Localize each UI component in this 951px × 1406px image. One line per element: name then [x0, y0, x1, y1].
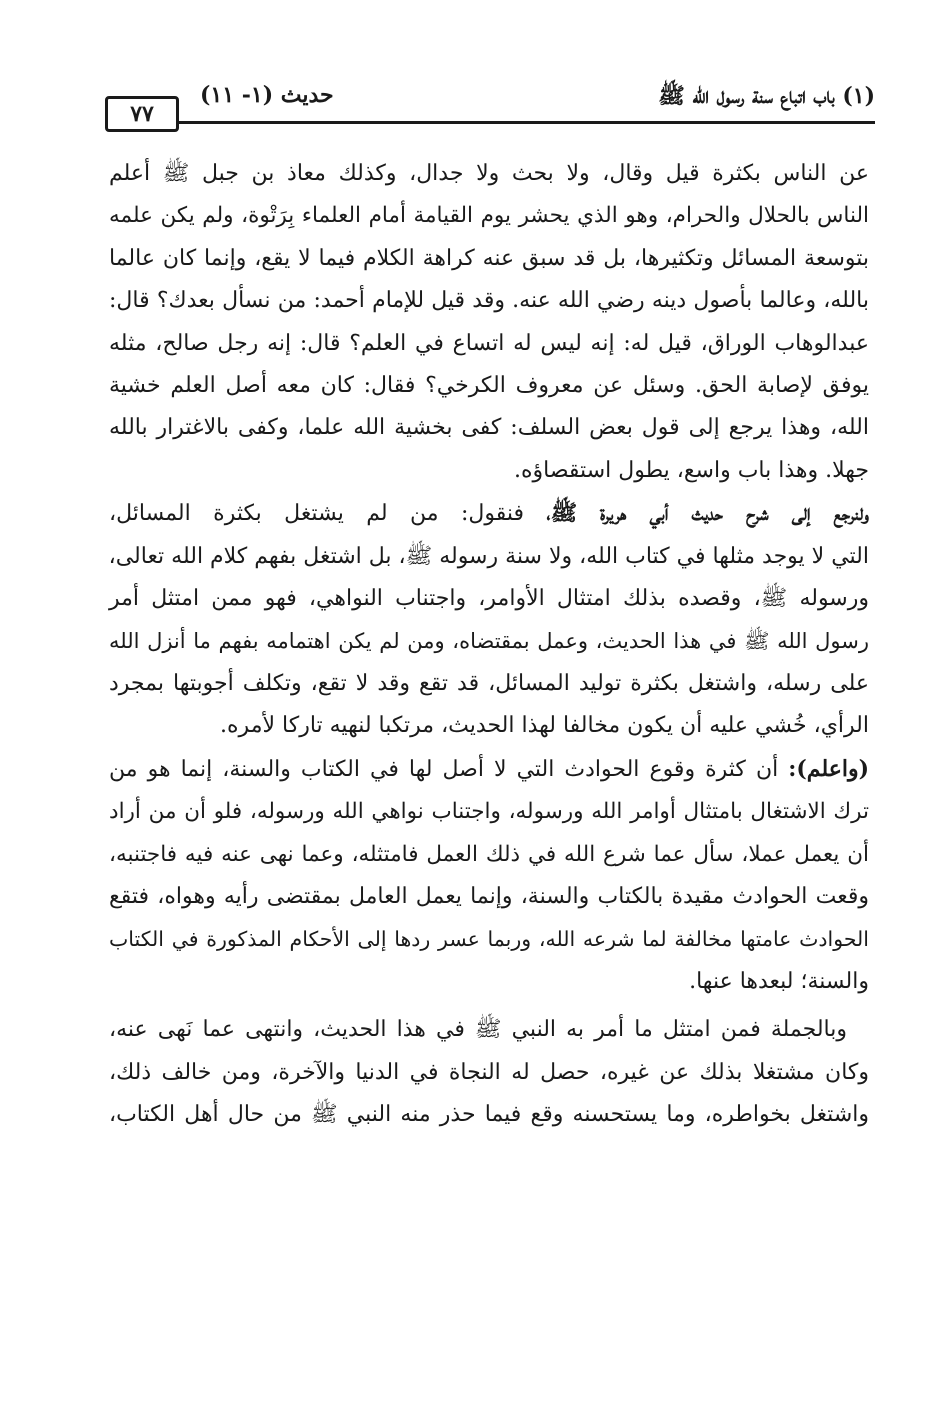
text-line: وقعت الحوادث مقيدة بالكتاب والسنة، وإنما يعمل العامل بمقتضى رأيه وهواه، فتقع	[109, 883, 869, 909]
text-line: وبالجملة فمن امتثل ما أمر به النبي ﷺ في هذا الحديث، وانتهى عما نَهى عنه،	[109, 1017, 847, 1043]
text-line: واشتغل بخواطره، وما يستحسنه وقع فيما حذر منه النبي ﷺ من حال أهل الكتاب،	[109, 1101, 869, 1127]
paragraph	[109, 1009, 869, 1136]
text-line: ورسوله ﷺ، وقصده بذلك امتثال الأوامر، واجتناب النواهي، فهو ممن امتثل أمر	[109, 586, 869, 612]
text-line: (واعلم): أن كثرة وقوع الحوادث التي لا أصل لها في الكتاب والسنة، إنما هو من	[109, 755, 869, 782]
text-line: ولنرجع إلى شرح حديث أبي هريرة ﷺ، فنقول: من لم يشتغل بكثرة المسائل،	[109, 500, 869, 527]
header-rule	[175, 121, 875, 124]
text-line: يوفق لإصابة الحق. وسئل عن معروف الكرخي؟ فقال: كان معه أصل العلم خشية	[109, 373, 869, 399]
body-text	[109, 153, 869, 1136]
text-line: عن الناس بكثرة قيل وقال، ولا بحث ولا جدال، وكذلك معاذ بن جبل ﷺ أعلم	[109, 161, 869, 186]
paragraph	[109, 153, 869, 492]
text-line: على رسله، واشتغل بكثرة توليد المسائل، قد تقع وقد لا تقع، وتكلف أجوبتها بمجرد	[109, 670, 869, 696]
text-line: الناس بالحلال والحرام، وهو الذي يحشر يوم القيامة أمام العلماء بِرَتْوة، ولم يكن علمه	[109, 203, 869, 229]
text-line: التي لا يوجد مثلها في كتاب الله، ولا سنة رسوله ﷺ، بل اشتغل بفهم كلام الله تعالى،	[108, 543, 869, 569]
text-line: أن يعمل عملا، سأل عما شرع الله في ذلك العمل فامتثله، وعما نهى عنه فيه فاجتنبه،	[109, 841, 869, 867]
text-line: ترك الاشتغال بامتثال أوامر الله ورسوله، واجتناب نواهي الله ورسوله، فلو أن من أراد	[109, 799, 869, 825]
text-line: عبدالوهاب الوراق، قيل له: إنه ليس له اتساع في العلم؟ قال: إنه رجل صالح، مثله	[109, 330, 869, 356]
paragraph-lead: ولنرجع إلى شرح حديث أبي هريرة ﷺ،	[546, 500, 869, 527]
paragraph	[109, 748, 869, 1003]
text-line: وكان مشتغلا بذلك عن غيره، حصل له النجاة في الدنيا والآخرة، ومن خالف ذلك،	[109, 1059, 869, 1085]
text-line: بالله، وعالما بأصول دينه رضي الله عنه. وقد قيل للإمام أحمد: من نسأل بعدك؟ قال:	[109, 288, 869, 314]
paragraph-lead: (واعلم):	[788, 755, 869, 782]
hadith-range: حديث (١- ١١)	[200, 82, 334, 108]
text-line: الحوادث عامتها مخالفة لما شرعه الله، وربما عسر ردها إلى الأحكام المذكورة في الكتاب	[109, 927, 869, 952]
page-header	[105, 72, 875, 132]
text-line: بتوسعة المسائل وتكثيرها، بل قد سبق عنه كراهة الكلام فيما لا يقع، وإنما كان عالما	[109, 245, 869, 271]
text-line: الله، وهذا يرجع إلى قول بعض السلف: كفى بخشية الله علما، وكفى بالاغترار بالله	[109, 415, 869, 441]
paragraph	[109, 492, 869, 747]
chapter-title: (١) باب اتباع سنة رسول الله ﷺ	[658, 83, 875, 109]
page-number: ٧٧	[105, 96, 179, 132]
text-line: جهلا. وهذا باب واسع، يطول استقصاؤه.	[514, 457, 869, 483]
text-line: رسول الله ﷺ في هذا الحديث، وعمل بمقتضاه، ومن لم يكن اهتمامه بفهم ما أنزل الله	[109, 629, 869, 654]
text-line: الرأي، خُشي عليه أن يكون مخالفا لهذا الحديث، مرتكبا لنهيه تاركا لأمره.	[220, 713, 869, 739]
text-line: والسنة؛ لبعدها عنها.	[689, 968, 869, 994]
